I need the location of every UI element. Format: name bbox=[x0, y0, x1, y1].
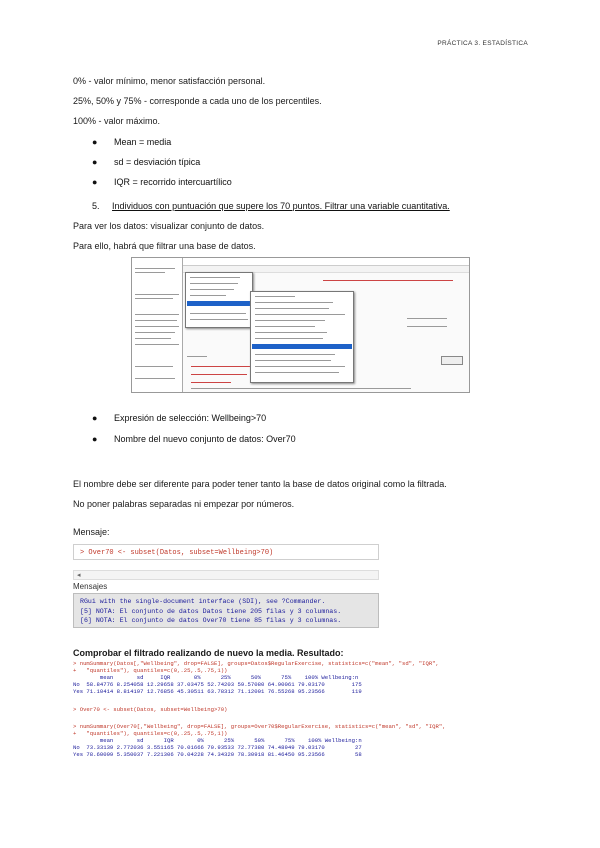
page-header: PRÁCTICA 3. ESTADÍSTICA bbox=[437, 40, 528, 47]
output-row-yes2: Yes 78.60099 5.350037 7.221306 70.04228 74.34320 78.30918 81.46450 95.23566 58 bbox=[73, 751, 362, 758]
bullet-iqr: ● IQR = recorrido intercuartílico bbox=[92, 177, 232, 187]
rcmdr-screenshot bbox=[131, 257, 470, 393]
bullet-text: Nombre del nuevo conjunto de datos: Over70 bbox=[114, 434, 296, 444]
para-nombre-diferente: El nombre debe ser diferente para poder tener tanto la base de datos original como la filtrada. bbox=[73, 479, 447, 489]
submenu-highlight bbox=[252, 344, 352, 349]
output-cmd2: > Over70 <- subset(Datos, subset=Wellbeing>70) bbox=[73, 706, 228, 713]
message-line: RGui with the single-document interface (SDI), see ?Commander. bbox=[80, 598, 326, 605]
bullet-text: IQR = recorrido intercuartílico bbox=[114, 177, 232, 187]
bullet-text: sd = desviación típica bbox=[114, 157, 201, 167]
text-line-percentiles: 25%, 50% y 75% - corresponde a cada uno de los percentiles. bbox=[73, 96, 322, 106]
rgui-console-pane bbox=[132, 258, 183, 392]
section-5-heading bbox=[92, 201, 450, 211]
bullet-expresion: ● Expresión de selección: Wellbeing>70 bbox=[92, 413, 267, 423]
conjunto-activo-submenu bbox=[250, 291, 354, 383]
para-no-separadas: No poner palabras separadas ni empezar por números. bbox=[73, 499, 295, 509]
output-cmd1b: + "quantiles"), quantiles=c(0,.25,.5,.75,1)) bbox=[73, 667, 228, 674]
messages-box bbox=[73, 593, 379, 628]
datos-menu bbox=[185, 272, 253, 328]
output-row-yes1: Yes 71.10414 8.814197 12.76856 45.30511 63.78312 71.12001 76.55268 95.23566 119 bbox=[73, 688, 362, 695]
rcmdr-submit-button bbox=[441, 356, 463, 365]
menu-highlight bbox=[187, 301, 251, 306]
output-row-no2: No 73.33139 2.772036 3.551165 70.01666 70.93533 72.77380 74.48949 79.03170 27 bbox=[73, 744, 362, 751]
section-number: 5. bbox=[92, 201, 100, 211]
bullet-text: Expresión de selección: Wellbeing>70 bbox=[114, 413, 267, 423]
mensaje-label: Mensaje: bbox=[73, 527, 110, 537]
command-box: > Over70 <- subset(Datos, subset=Wellbeing>70) bbox=[73, 544, 379, 560]
message-line: [5] NOTA: El conjunto de datos Datos tiene 205 filas y 3 columnas. bbox=[80, 607, 342, 615]
bullet-text: Mean = media bbox=[114, 137, 172, 147]
bullet-mean: ● Mean = media bbox=[92, 137, 172, 147]
comprobar-heading: Comprobar el filtrado realizando de nuevo la media. Resultado: bbox=[73, 648, 344, 658]
rcmdr-titlebar bbox=[183, 258, 469, 266]
output-cmd1a: > numSummary(Datos[,"Wellbeing", drop=FALSE], groups=Datos$RegularExercise, statistics=c("mean", "sd", "IQR", bbox=[73, 660, 439, 667]
mensajes-title: Mensajes bbox=[73, 582, 108, 591]
message-line: [6] NOTA: El conjunto de datos Over70 tiene 85 filas y 3 columnas. bbox=[80, 617, 342, 624]
bullet-sd: ● sd = desviación típica bbox=[92, 157, 201, 167]
scroll-left-arrow[interactable]: ◂ bbox=[73, 570, 379, 580]
output-row-no1: No 58.84776 8.254058 12.29658 37.03475 52.74203 59.57080 64.90061 79.03170 175 bbox=[73, 681, 362, 688]
output-cmd3a: > numSummary(Over70[,"Wellbeing", drop=FALSE], groups=Over70$RegularExercise, statistics=c("mean", "sd", "IQR", bbox=[73, 723, 446, 730]
text-line-min: 0% - valor mínimo, menor satisfacción personal. bbox=[73, 76, 266, 86]
output-cmd3b: + "quantiles"), quantiles=c(0,.25,.5,.75,1)) bbox=[73, 730, 228, 737]
output-header2: mean sd IQR 0% 25% 50% 75% 100% Wellbeing:n bbox=[73, 737, 362, 744]
para-filtrar: Para ello, habrá que filtrar una base de datos. bbox=[73, 241, 256, 251]
bullet-nombre: ● Nombre del nuevo conjunto de datos: Over70 bbox=[92, 434, 296, 444]
section-title: Individuos con puntuación que supere los 70 puntos. Filtrar una variable cuantitativa. bbox=[112, 201, 450, 211]
output-header1: mean sd IQR 0% 25% 50% 75% 100% Wellbeing:n bbox=[73, 674, 359, 681]
para-visualizar: Para ver los datos: visualizar conjunto de datos. bbox=[73, 221, 265, 231]
text-line-max: 100% - valor máximo. bbox=[73, 116, 161, 126]
